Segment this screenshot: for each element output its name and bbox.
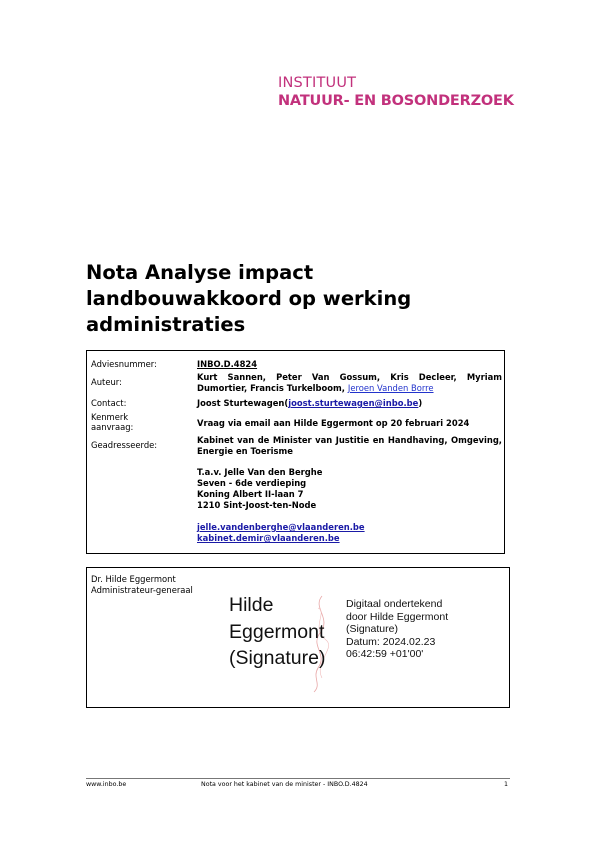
auteur-value xyxy=(197,372,502,393)
logo-line-1: INSTITUUT xyxy=(278,75,357,91)
auteur-names: Kurt Sannen, Peter Van Gossum, Kris Decleer, Myriam Dumortier, Francis Turkelboom, xyxy=(197,372,502,393)
footer-page-number: 1 xyxy=(504,781,509,788)
kenmerk-value: Vraag via email aan Hilde Eggermont op 20 februari 2024 xyxy=(197,418,470,428)
adviesnummer-label: Adviesnummer: xyxy=(91,359,157,369)
signature-detail-line-3: (Signature) xyxy=(346,623,398,635)
signer-name: Dr. Hilde Eggermont xyxy=(91,574,176,584)
email-link-1[interactable]: jelle.vandenberghe@vlaanderen.be xyxy=(197,522,365,532)
footer-divider xyxy=(86,778,510,779)
document-title xyxy=(86,260,506,338)
footer-website: www.inbo.be xyxy=(86,781,127,788)
signature-big-line-3: (Signature) xyxy=(229,647,326,669)
title-line-3: administraties xyxy=(86,313,246,336)
address-line-2: Seven - 6de verdieping xyxy=(197,478,307,488)
signer-role: Administrateur-generaal xyxy=(91,585,193,595)
address-line-1: T.a.v. Jelle Van den Berghe xyxy=(197,467,323,477)
footer-document-reference: Nota voor het kabinet van de minister - INBO.D.4824 xyxy=(201,781,368,788)
email-1-row xyxy=(197,522,502,533)
geadresseerde-value: Kabinet van de Minister van Justitie en Handhaving, Omgeving, Energie en Toerisme xyxy=(197,435,502,456)
contact-close: ) xyxy=(418,398,423,408)
signature-detail-line-4: Datum: 2024.02.23 xyxy=(346,635,436,648)
kenmerk-label-2: aanvraag: xyxy=(91,422,134,432)
auteur-link[interactable]: Jeroen Vanden Borre xyxy=(347,382,434,393)
contact-label: Contact: xyxy=(91,398,127,408)
contact-email-link[interactable]: joost.sturtewagen@inbo.be xyxy=(288,398,419,408)
email-2-row xyxy=(197,533,502,544)
address-line-3: Koning Albert II-laan 7 xyxy=(197,489,304,499)
signature-details xyxy=(346,598,448,661)
signature-big-line-2: Eggermont xyxy=(229,620,325,643)
signature-box xyxy=(86,567,510,708)
geadresseerde-label: Geadresseerde: xyxy=(91,440,158,450)
signature-display-name xyxy=(229,592,325,672)
signature-big-line-1: Hilde xyxy=(229,594,274,616)
signature-detail-line-5: 06:42:59 +01'00' xyxy=(346,648,424,660)
signature-detail-line-1: Digitaal ondertekend xyxy=(346,598,443,610)
logo-line-2: NATUUR- EN BOSONDERZOEK xyxy=(278,93,514,109)
auteur-label: Auteur: xyxy=(91,377,122,387)
info-box xyxy=(86,350,505,554)
contact-name: Joost Sturtewagen( xyxy=(197,398,289,408)
address-line-4: 1210 Sint-Joost-ten-Node xyxy=(197,500,317,510)
adviesnummer-value: INBO.D.4824 xyxy=(197,359,258,369)
contact-value xyxy=(197,398,502,409)
signature-detail-line-2: door Hilde Eggermont xyxy=(346,610,449,623)
title-line-2: landbouwakkoord op werking xyxy=(86,287,412,310)
kenmerk-label-1: Kenmerk xyxy=(91,412,129,422)
email-link-2[interactable]: kabinet.demir@vlaanderen.be xyxy=(197,533,340,543)
title-line-1: Nota Analyse impact xyxy=(86,261,314,284)
